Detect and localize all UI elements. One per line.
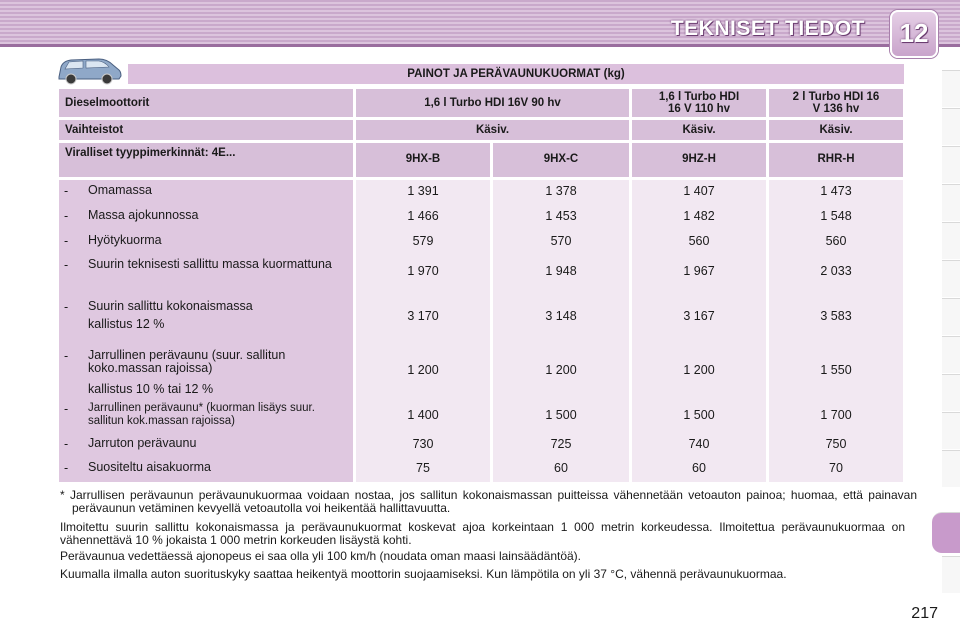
table-cell: 560 (825, 234, 847, 248)
car-icon (55, 55, 123, 85)
gearbox-value: Käsiv. (475, 124, 510, 136)
gearbox-cell (356, 120, 629, 140)
chapter-banner (0, 0, 960, 46)
side-tab (942, 108, 960, 145)
row-bullet: - (64, 461, 69, 475)
row-bullet: - (64, 209, 69, 223)
row-bullet: - (64, 234, 69, 248)
row-label-text: Jarrullinen perävaunu (suur. sallitun koko.massan rajoissa) (88, 348, 286, 375)
type-cell (632, 143, 766, 177)
row-label-text: Massa ajokunnossa (88, 208, 199, 222)
engine-label: Dieselmoottorit (65, 97, 150, 109)
table-cell: 1 482 (683, 209, 715, 223)
type-code: RHR-H (817, 153, 855, 165)
side-tab (942, 70, 960, 107)
note-speed: Perävaunua vedettäessä ajonopeus ei saa olla yli 100 km/h (noudata oman maasi lainsäädäntöä). (60, 549, 582, 563)
table-cell: 60 (692, 461, 706, 475)
table-cell: 1 200 (407, 363, 439, 377)
table-cell: 1 378 (545, 184, 577, 198)
table-cell: 1 200 (545, 363, 577, 377)
table-cell: 725 (550, 437, 572, 451)
chapter-side-tabs (938, 70, 960, 570)
type-cell (493, 143, 629, 177)
engine-name: 1,6 l Turbo HDI 16 V 110 hv (658, 91, 740, 115)
type-code: 9HX-C (543, 153, 579, 165)
table-cell: 1 200 (683, 363, 715, 377)
row-label-text: Omamassa (88, 183, 152, 197)
table-cell: 1 466 (407, 209, 439, 223)
table-cell: 1 967 (683, 264, 715, 278)
side-tab (942, 556, 960, 593)
table-cell: 1 473 (820, 184, 852, 198)
table-cell: 579 (412, 234, 434, 248)
row-label-text: Jarrullinen perävaunu* (kuorman lisäys suur. sallitun kok.massan rajoissa) (88, 402, 315, 427)
table-cell: 3 583 (820, 309, 852, 323)
note-heat: Kuumalla ilmalla auton suorituskyky saattaa heikentyä moottorin suojaamiseksi. Kun lämpötila on yli 37 °C, vähennä perävaunukuormaa. (60, 567, 787, 581)
type-cell (769, 143, 903, 177)
row-bullet: - (64, 437, 69, 451)
table-cell: 1 948 (545, 264, 577, 278)
table-cell: 60 (554, 461, 568, 475)
row-bullet: - (64, 258, 69, 272)
type-cell (356, 143, 490, 177)
table-cell: 730 (412, 437, 434, 451)
row-bullet: - (64, 184, 69, 198)
row-bullet: - (64, 349, 69, 363)
engine-cell (769, 89, 903, 117)
side-tab (942, 222, 960, 259)
note-altitude: Ilmoitettu suurin sallittu kokonaismassa ja perävaunukuormat koskevat ajoa korkeintaan 1 000 metrin korkeudessa. Ilmoitettua perävaunukuormaa on vähennettävä 10 % jokaista 1 000 metrin korkeuden lisäystä kohti. (60, 520, 905, 547)
table-cell: 1 391 (407, 184, 439, 198)
gearbox-value: Käsiv. (819, 124, 853, 136)
chapter-title: TEKNISET TIEDOT (670, 17, 865, 40)
gearbox-cell (769, 120, 903, 140)
table-cell: 1 970 (407, 264, 439, 278)
type-label: Viralliset tyyppimerkinnät: 4E... (65, 147, 236, 159)
row-bullet: - (64, 300, 69, 314)
engine-cell (356, 89, 629, 117)
row-label-sub: kallistus 12 % (88, 317, 165, 331)
chapter-number: 12 (899, 18, 929, 48)
row-label-text: Suurin teknisesti sallittu massa kuormattuna (88, 257, 332, 271)
table-cell: 1 500 (683, 408, 715, 422)
table-cell: 3 148 (545, 309, 577, 323)
table-cell: 1 407 (683, 184, 715, 198)
row-label-sub: kallistus 10 % tai 12 % (88, 382, 214, 396)
footnote-asterisk: * Jarrullisen perävaunun perävaunukuormaa voidaan nostaa, jos sallitun kokonaismassan puitteissa vähennetään vetoauton painoa; huomaa, että painavan perävaunun vetäminen kevyellä vetoautolla voi heikentää hallittavuutta. (60, 488, 917, 515)
table-cell: 740 (688, 437, 710, 451)
page-number: 217 (911, 605, 938, 622)
table-cell: 750 (825, 437, 847, 451)
table-cell: 3 167 (683, 309, 715, 323)
side-tab (942, 260, 960, 297)
table-cell: 70 (829, 461, 843, 475)
gearbox-label: Vaihteistot (65, 124, 124, 136)
type-row-label (59, 143, 353, 177)
engine-name: 2 l Turbo HDI 16 V 136 hv (792, 91, 880, 115)
side-tab (942, 450, 960, 487)
side-tab (942, 374, 960, 411)
table-cell: 1 550 (820, 363, 852, 377)
side-tab (942, 412, 960, 449)
side-tab (942, 298, 960, 335)
side-tab (942, 146, 960, 183)
side-tab (942, 336, 960, 373)
gearbox-cell (632, 120, 766, 140)
engine-cell (632, 89, 766, 117)
table-cell: 75 (416, 461, 430, 475)
table-cell: 570 (550, 234, 572, 248)
row-label-text: Jarruton perävaunu (88, 436, 197, 450)
engine-row-label (59, 89, 353, 117)
row-label-text: Suurin sallittu kokonaismassa (88, 299, 253, 313)
table-cell: 1 500 (545, 408, 577, 422)
type-code: 9HZ-H (682, 153, 716, 165)
side-tab-active (932, 512, 960, 553)
table-cell: 1 400 (407, 408, 439, 422)
type-code: 9HX-B (405, 153, 441, 165)
gearbox-row-label (59, 120, 353, 140)
row-bullet: - (64, 402, 69, 416)
banner-divider (0, 44, 960, 47)
row-label-text: Hyötykuorma (88, 233, 162, 247)
table-cell: 1 700 (820, 408, 852, 422)
table-cell: 560 (688, 234, 710, 248)
gearbox-value: Käsiv. (682, 124, 716, 136)
table-cell: 3 170 (407, 309, 439, 323)
table-cell: 2 033 (820, 264, 852, 278)
chapter-number-badge (890, 10, 938, 58)
table-title: PAINOT JA PERÄVAUNUKUORMAT (kg) (128, 64, 904, 84)
table-cell: 1 453 (545, 209, 577, 223)
table-cell: 1 548 (820, 209, 852, 223)
engine-name: 1,6 l Turbo HDI 16V 90 hv (424, 97, 561, 109)
row-label-text: Suositeltu aisakuorma (88, 460, 211, 474)
side-tab (942, 184, 960, 221)
